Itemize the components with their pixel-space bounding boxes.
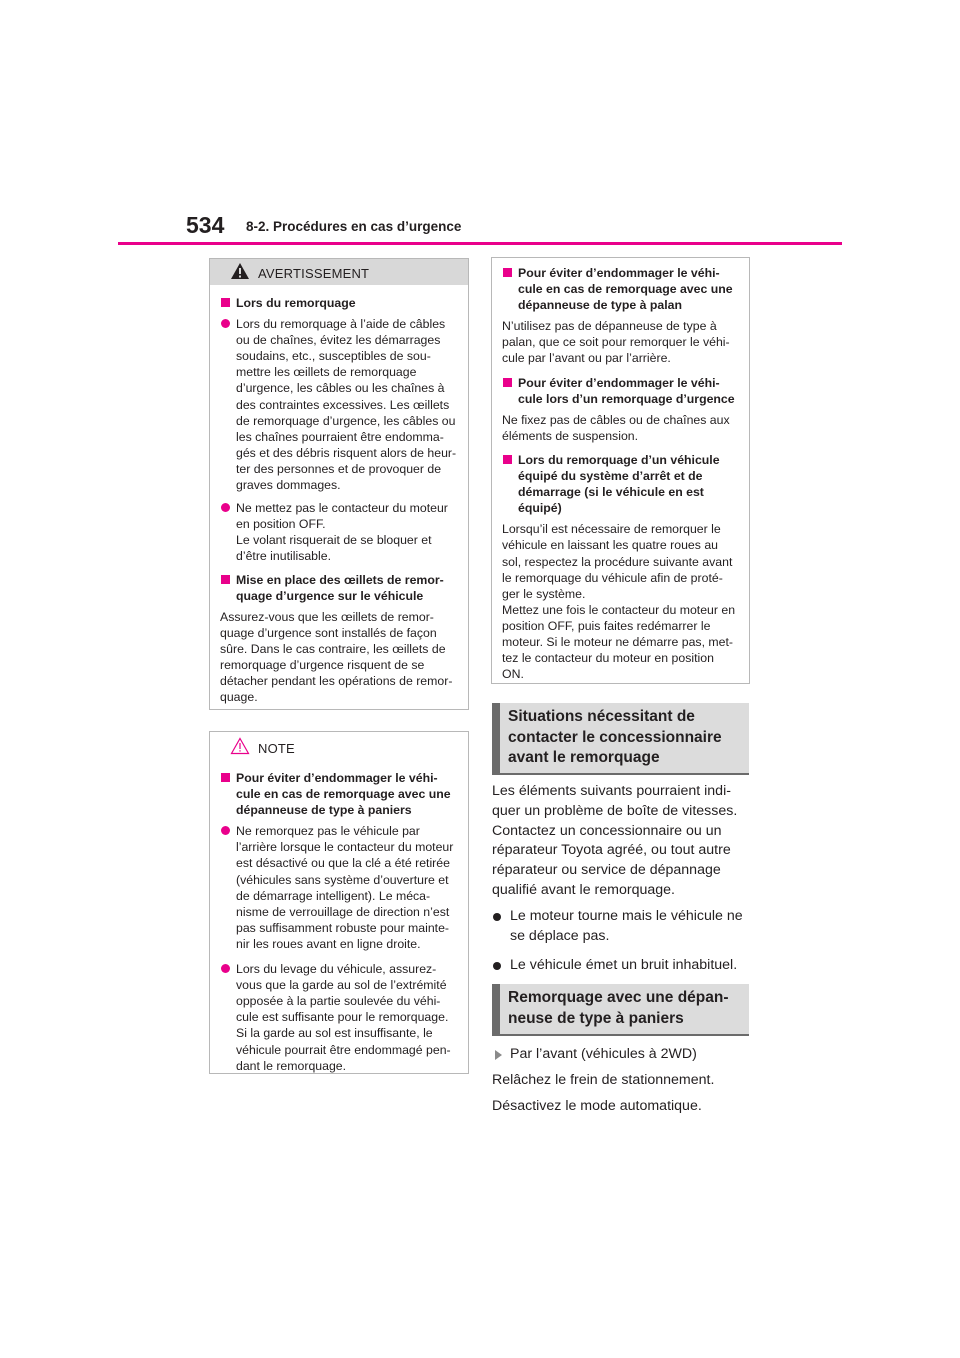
section-dealer-body [492,782,754,982]
note-box [209,731,469,1074]
warning-icon [230,262,250,280]
right-heading-1: Pour éviter d’endommager le véhi- cule en cas de remorquage avec une dépanneuse de type à palan [502,265,739,313]
section-heading-dealer: Situations nécessitant de contacter le concessionnaire avant le remorquage [492,703,749,775]
section-wheel-lift-body [492,1045,754,1116]
right-note-box [491,257,750,684]
section-wheel-lift-sub: Par l’avant (véhicules à 2WD) [492,1045,754,1065]
caution-icon [230,737,250,755]
page-number: 534 [186,212,225,238]
warning-heading-eyelets: Mise en place des œillets de remor- quage d’urgence sur le véhicule [220,572,458,604]
section-wheel-lift-step-2: Désactivez le mode automatique. [492,1097,702,1114]
section-heading-wheel-lift: Remorquage avec une dépan- neuse de type à paniers [492,984,749,1036]
section-dealer-item-1: Le moteur tourne mais le véhicule ne se déplace pas. [492,907,754,947]
section-dealer-intro: Les éléments suivants pourraient indi- quer un problème de boîte de vitesses. Contactez un concessionnaire ou un réparateur Toyota agréé, ou tout autre réparateur ou service de dépannage qualifié avant le remorquage. [492,783,738,898]
warning-eyelets-text: Assurez-vous que les œillets de remor- quage d’urgence sont installés de façon sûre. Dans le cas contraire, les œillets de remorquage d’urgence risquent de se détacher pendant les opérations de remor- quage. [220,609,453,705]
section-wheel-lift-step-1: Relâchez le frein de stationnement. [492,1071,715,1088]
note-heading: Pour éviter d’endommager le véhi- cule en cas de remorquage avec une dépanneuse de type à paniers [220,770,458,818]
warning-bullet-2-line2: Le volant risquerait de se bloquer et d’être inutilisable. [236,533,432,564]
warning-heading-towing: Lors du remorquage [220,295,458,311]
right-heading-3: Lors du remorquage d’un véhicule équipé du système d’arrêt et de démarrage (si le véhicule en est équipé) [502,452,739,516]
warning-box [209,258,469,710]
warning-bullet-1: Lors du remorquage à l’aide de câbles ou de chaînes, évitez les démarrages soudains, etc., susceptibles de sou- mettre les œillets de remorquage d’urgence, les câbles ou les chaînes à des contraintes excessives. Les œillets de remorquage d’urgence, les câbles ou les chaînes pourraient être endomma- gés et des débris risquent alors de heur- ter des personnes et de provoquer de graves dommages. [220,316,458,493]
warning-bullet-2 [220,500,458,564]
note-bullet-2: Lors du levage du véhicule, assurez- vous que la garde au sol de l’extrémité opposée à la partie soulevée du véhi- cule est suffisante pour le remorquage. Si la garde au sol est insuffisante, le véhicule pourrait être endommagé pen- dant le remorquage. [220,961,458,1074]
right-text-3a: Lorsqu’il est nécessaire de remorquer le véhicule en laissant les quatre roues au sol, respectez la procédure suivante avant le remorquage du véhicule afin de proté- ger le système. [502,522,733,601]
warning-title: AVERTISSEMENT [258,266,370,281]
section-dealer-item-2: Le véhicule émet un bruit inhabituel. [492,956,754,976]
right-text-2: Ne fixez pas de câbles ou de chaînes aux éléments de suspension. [502,412,730,443]
section-title: 8-2. Procédures en cas d’urgence [246,219,462,234]
note-box-header [210,732,468,758]
note-title: NOTE [258,741,295,756]
note-bullet-1: Ne remorquez pas le véhicule par l’arrière lorsque le contacteur du moteur est désactivé ou que la clé a été retirée (véhicules sans système d’ouverture et de démarrage intelligent). Le méca- nisme de verrouillage de direction n’est pas suffisamment robuste pour mainte- nir les roues avant en ligne droite. [220,823,458,952]
right-text-1: N’utilisez pas de dépanneuse de type à palan, que ce soit pour remorquer le véhi- cule par l’avant ou par l’arrière. [502,319,730,366]
right-heading-2: Pour éviter d’endommager le véhi- cule lors d’un remorquage d’urgence [502,375,739,407]
right-text-3b: Mettez une fois le contacteur du moteur en position OFF, puis faites redémarrer le moteur. Si le moteur ne démarre pas, met- tez le contacteur du moteur en position ON. [502,602,736,682]
warning-box-header [210,259,468,285]
header-divider [118,242,842,245]
warning-bullet-2-line1: Ne mettez pas le contacteur du moteur en position OFF. [236,501,448,532]
